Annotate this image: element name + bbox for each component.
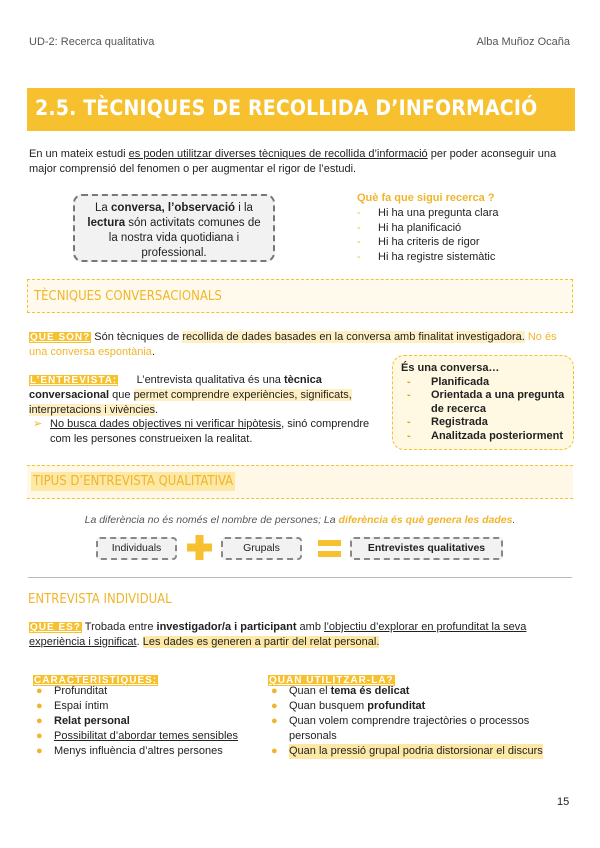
list-item: - Hi ha una pregunta clara (357, 207, 499, 219)
list-item: - Registrada (407, 416, 488, 428)
page-title: 2.5. TÈCNIQUES DE RECOLLIDA D’INFORMACIÓ (35, 96, 538, 120)
list-item: ● Espai íntim (36, 700, 109, 712)
entrevista-bullet: ➢ No busca dades objectives ni verificar hipòtesis, sinó comprendre com les persones construeixen la realitat. (33, 418, 370, 445)
quan-list (268, 684, 564, 759)
plus-icon (187, 535, 212, 560)
divider (28, 577, 572, 578)
conversa-title: És una conversa… (401, 362, 500, 374)
section-heading: TIPUS D’ENTREVISTA QUALITATIVA (33, 474, 234, 489)
que-es-paragraph: QUÈ ÉS? Trobada entre investigador/a i participant amb l’objectiu d’explorar en profunditat la seva experiència i significat. Les dades es generen a partir del relat personal. (29, 621, 527, 648)
entrevista-paragraph: L’ENTREVISTA: L’entrevista qualitativa és una tècnica conversacional que permet comprendre experiències, significats, interpretacions i vivències. (29, 374, 352, 416)
list-item: - Orientada a una pregunta (407, 389, 565, 401)
equals-icon (318, 539, 341, 558)
list-item: - Hi ha planificació (357, 221, 462, 234)
conversa-box (392, 355, 574, 450)
list-item: ● Quan volem comprendre trajectòries o processos personals (271, 715, 530, 742)
recerca-list (357, 206, 498, 264)
tipus-note: La diferència no és només el nombre de persones; La diferència és què genera les dades. (84, 514, 516, 526)
quan-label: QUAN UTILITZAR-LA? (269, 675, 394, 686)
list-item: de recerca (431, 402, 487, 415)
pill-individuals: Individuals (96, 537, 177, 560)
pill-entrevistes-qualitatives: Entrevistes qualitatives (350, 537, 503, 560)
header-author: Alba Muñoz Ocaña (476, 36, 570, 48)
intro-paragraph: En un mateix estudi es poden utilitzar diverses tècniques de recollida d’informació per poder aconseguir una major comprensió del fenomen o per augmentar el rigor de l’estudi. (29, 148, 557, 175)
list-item: - Planificada (407, 375, 490, 388)
list-item: - Hi ha registre sistemàtic (357, 250, 496, 263)
header-course: UD-2: Recerca qualitativa (29, 36, 155, 48)
list-item: ● Relat personal (36, 715, 130, 727)
caracteristiques-label: CARACTERÍSTIQUES: (34, 675, 158, 686)
pill-grupals: Grupals (221, 537, 302, 560)
list-item: ● Quan busquem profunditat (271, 700, 426, 712)
list-item: ● Quan la pressió grupal podria distorsionar el discurs (271, 745, 543, 757)
title-bar (27, 88, 575, 131)
list-item: ● Possibilitat d’abordar temes sensibles (36, 730, 239, 742)
section-conversacionals (27, 279, 573, 313)
list-item: ● Quan el tema és delicat (271, 685, 410, 697)
recerca-title: Què fa que sigui recerca ? (357, 192, 495, 204)
caracteristiques-list (33, 684, 273, 759)
arrow-icon: ➢ (33, 418, 43, 430)
section-tipus (27, 465, 573, 499)
quote-box: La conversa, l’observació i la lectura són activitats comunes de la nostra vida quotidiana i professional. (73, 194, 275, 262)
page-number: 15 (557, 796, 570, 808)
list-item: ● Menys influència d’altres persones (36, 745, 223, 757)
que-son-paragraph: QUÈ SÓN? Són tècniques de recollida de dades basades en la conversa amb finalitat investigadora. No és una conversa espontània. (29, 331, 557, 358)
list-item: - Hi ha criteris de rigor (357, 236, 480, 248)
section-heading: TÈCNIQUES CONVERSACIONALS (34, 289, 222, 304)
list-item: ● Profunditat (36, 685, 108, 697)
list-item: - Analitzada posteriorment (407, 429, 564, 442)
section-heading-individual: ENTREVISTA INDIVIDUAL (28, 592, 172, 607)
